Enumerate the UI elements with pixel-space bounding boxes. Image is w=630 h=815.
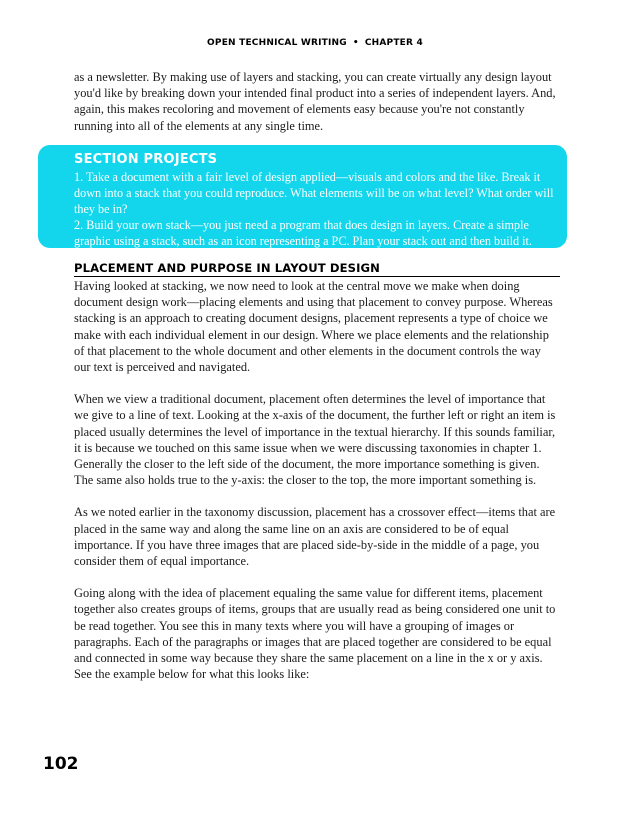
intro-paragraph: as a newsletter. By making use of layers and stacking, you can create virtually any design layout you'd like by breaking down your intended final product into a series of independent layers. And, again, this makes recoloring and movement of elements easy because you're not constantly running into all of the elements at any single time. [74, 70, 556, 133]
body-paragraph: As we noted earlier in the taxonomy discussion, placement has a crossover effect—items that are placed in the same way and along the same line on an axis are considered to be of equal importance. If you have three images that are placed side-by-side in the middle of a page, you consider them of equal importance. [74, 505, 556, 569]
body-paragraph: Having looked at stacking, we now need to look at the central move we make when doing document design work—placing elements and using that placement to convey purpose. Whereas stacking is an approach to creating document designs, placement represents a type of choice we make with each individual element in our design. Where we place elements and the relationship of that placement to the whole document and other elements in the document controls the way our text is perceived and navigated. [74, 279, 553, 375]
project-item: 1. Take a document with a fair level of design applied—visuals and colors and the like. Break it down into a stack that you could reproduce. What elements will be on what level? What order will they be in? [74, 170, 554, 216]
project-item: 2. Build your own stack—you just need a program that does design in layers. Create a simple graphic using a stack, such as an icon representing a PC. Plan your stack out and then build it. [74, 218, 532, 248]
callout-title: SECTION PROJECTS [74, 152, 218, 167]
running-header [0, 38, 630, 48]
header-separator: • [352, 38, 359, 48]
section-projects-callout [38, 145, 567, 248]
section-body [74, 278, 560, 698]
body-paragraph: Going along with the idea of placement equaling the same value for different items, placement together also creates groups of items, groups that are usually read as being considered one unit to be read together. You see this in many texts where you will have a grouping of images or paragraphs. Each of the paragraphs or images that are placed together are considered to be equal and connected in some way because they share the same placement on a line in the x or y axis. See the example below for what this looks like: [74, 586, 556, 682]
body-paragraph: When we view a traditional document, placement often determines the level of importance that we give to a line of text. Looking at the x-axis of the document, the further left or right an item is placed usually determines the level of importance in the textual hierarchy. If this sounds familiar, it is because we touched on this same issue when we were discussing taxonomies in chapter 1. Generally the closer to the left side of the document, the more importance something is given. The same also holds true to the y-axis: the closer to the top, the more important something is. [74, 392, 556, 488]
chapter-label: CHAPTER 4 [364, 38, 423, 48]
book-title: OPEN TECHNICAL WRITING [207, 38, 347, 48]
page-number: 102 [43, 754, 79, 774]
section-heading: PLACEMENT AND PURPOSE IN LAYOUT DESIGN [74, 261, 560, 277]
